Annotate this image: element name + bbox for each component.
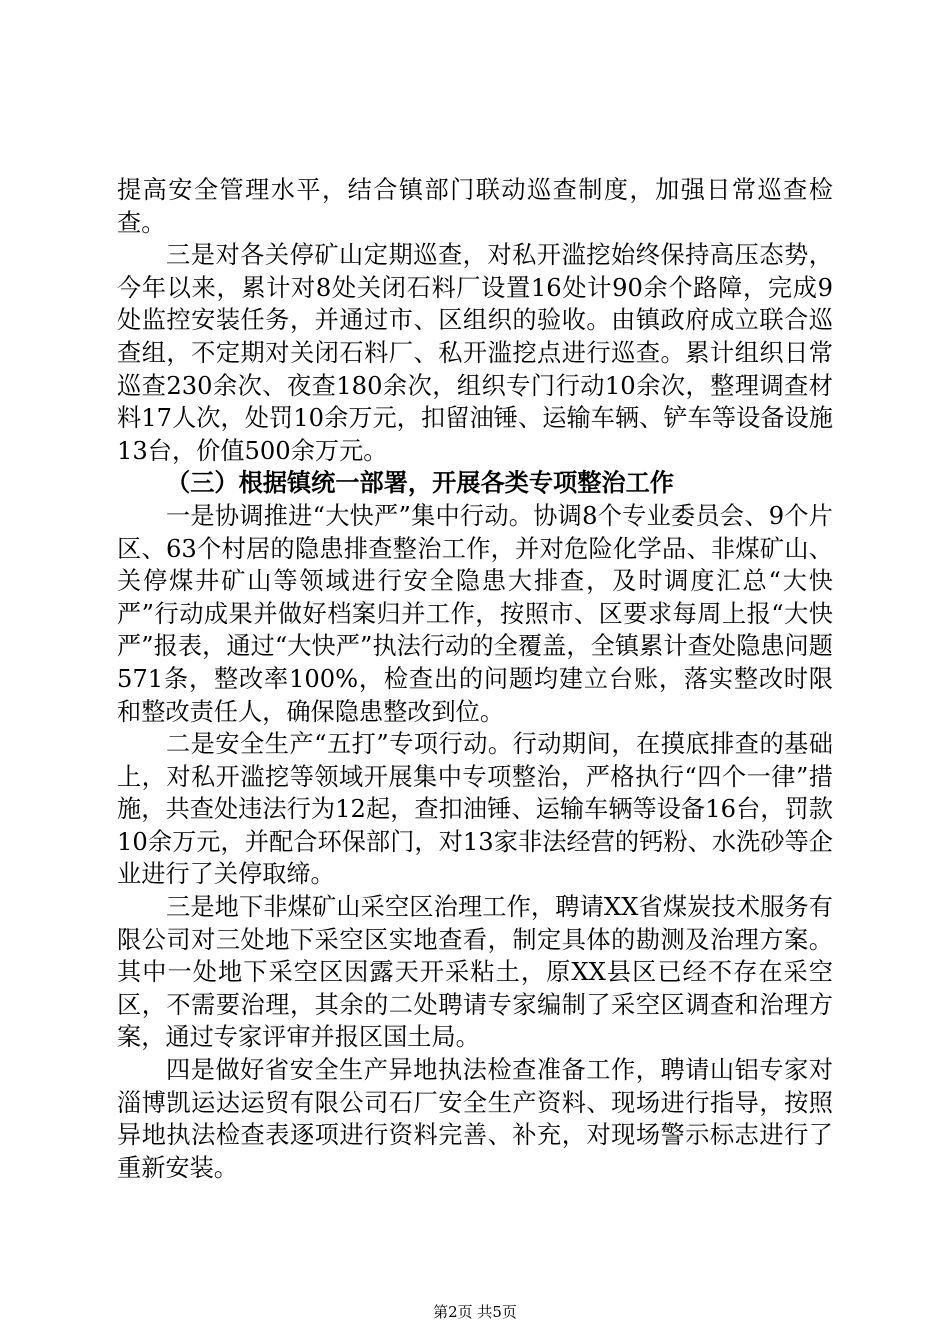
paragraph-1: 提高安全管理水平，结合镇部门联动巡查制度，加强日常巡查检查。	[117, 176, 833, 237]
paragraph-6: 四是做好省安全生产异地执法检查准备工作，聘请山铝专家对淄博凯运达运贸有限公司石厂安全生产资料、现场进行指导，按照异地执法检查表逐项进行资料完善、补充，对现场警示标志进行了重新安装。	[117, 1056, 833, 1182]
paragraph-4: 二是安全生产“五打”专项行动。行动期间，在摸底排查的基础上，对私开滥挖等领域开展集中专项整治，严格执行“四个一律”措施，共查处违法行为12起，查扣油锤、运输车辆等设备16台，罚款10余万元，并配合环保部门，对13家非法经营的钙粉、水洗砂等企业进行了关停取缔。	[117, 730, 833, 889]
page-footer	[0, 1302, 950, 1322]
paragraph-2: 三是对各关停矿山定期巡查，对私开滥挖始终保持高压态势，今年以来，累计对8处关闭石料厂设置16处计90余个路障，完成9处监控安装任务，并通过市、区组织的验收。由镇政府成立联合巡查组，不定期对关闭石料厂、私开滥挖点进行巡查。累计组织日常巡查230余次、夜查180余次，组织专门行动10余次，整理调查材料17人次，处罚10余万元，扣留油锤、运输车辆、铲车等设备设施13台，价值500余万元。	[117, 241, 833, 465]
paragraph-3: 一是协调推进“大快严”集中行动。协调8个专业委员会、9个片区、63个村居的隐患排查整治工作，并对危险化学品、非煤矿山、关停煤井矿山等领域进行安全隐患大排查，及时调度汇总“大快严”行动成果并做好档案归并工作，按照市、区要求每周上报“大快严”报表，通过“大快严”执法行动的全覆盖，全镇累计查处隐患问题571条，整改率100%，检查出的问题均建立台账，落实整改时限和整改责任人，确保隐患整改到位。	[117, 501, 833, 726]
document-body	[117, 174, 833, 1184]
section-heading: （三）根据镇统一部署，开展各类专项整治工作	[166, 469, 674, 498]
paragraph-5: 三是地下非煤矿山采空区治理工作，聘请XX省煤炭技术服务有限公司对三处地下采空区实地查看，制定具体的勘测及治理方案。其中一处地下采空区因露天开采粘土，原XX县区已经不存在采空区，不需要治理，其余的二处聘请专家编制了采空区调查和治理方案，通过专家评审并报区国土局。	[117, 893, 833, 1052]
page-number: 第2页 共5页	[433, 1303, 517, 1321]
